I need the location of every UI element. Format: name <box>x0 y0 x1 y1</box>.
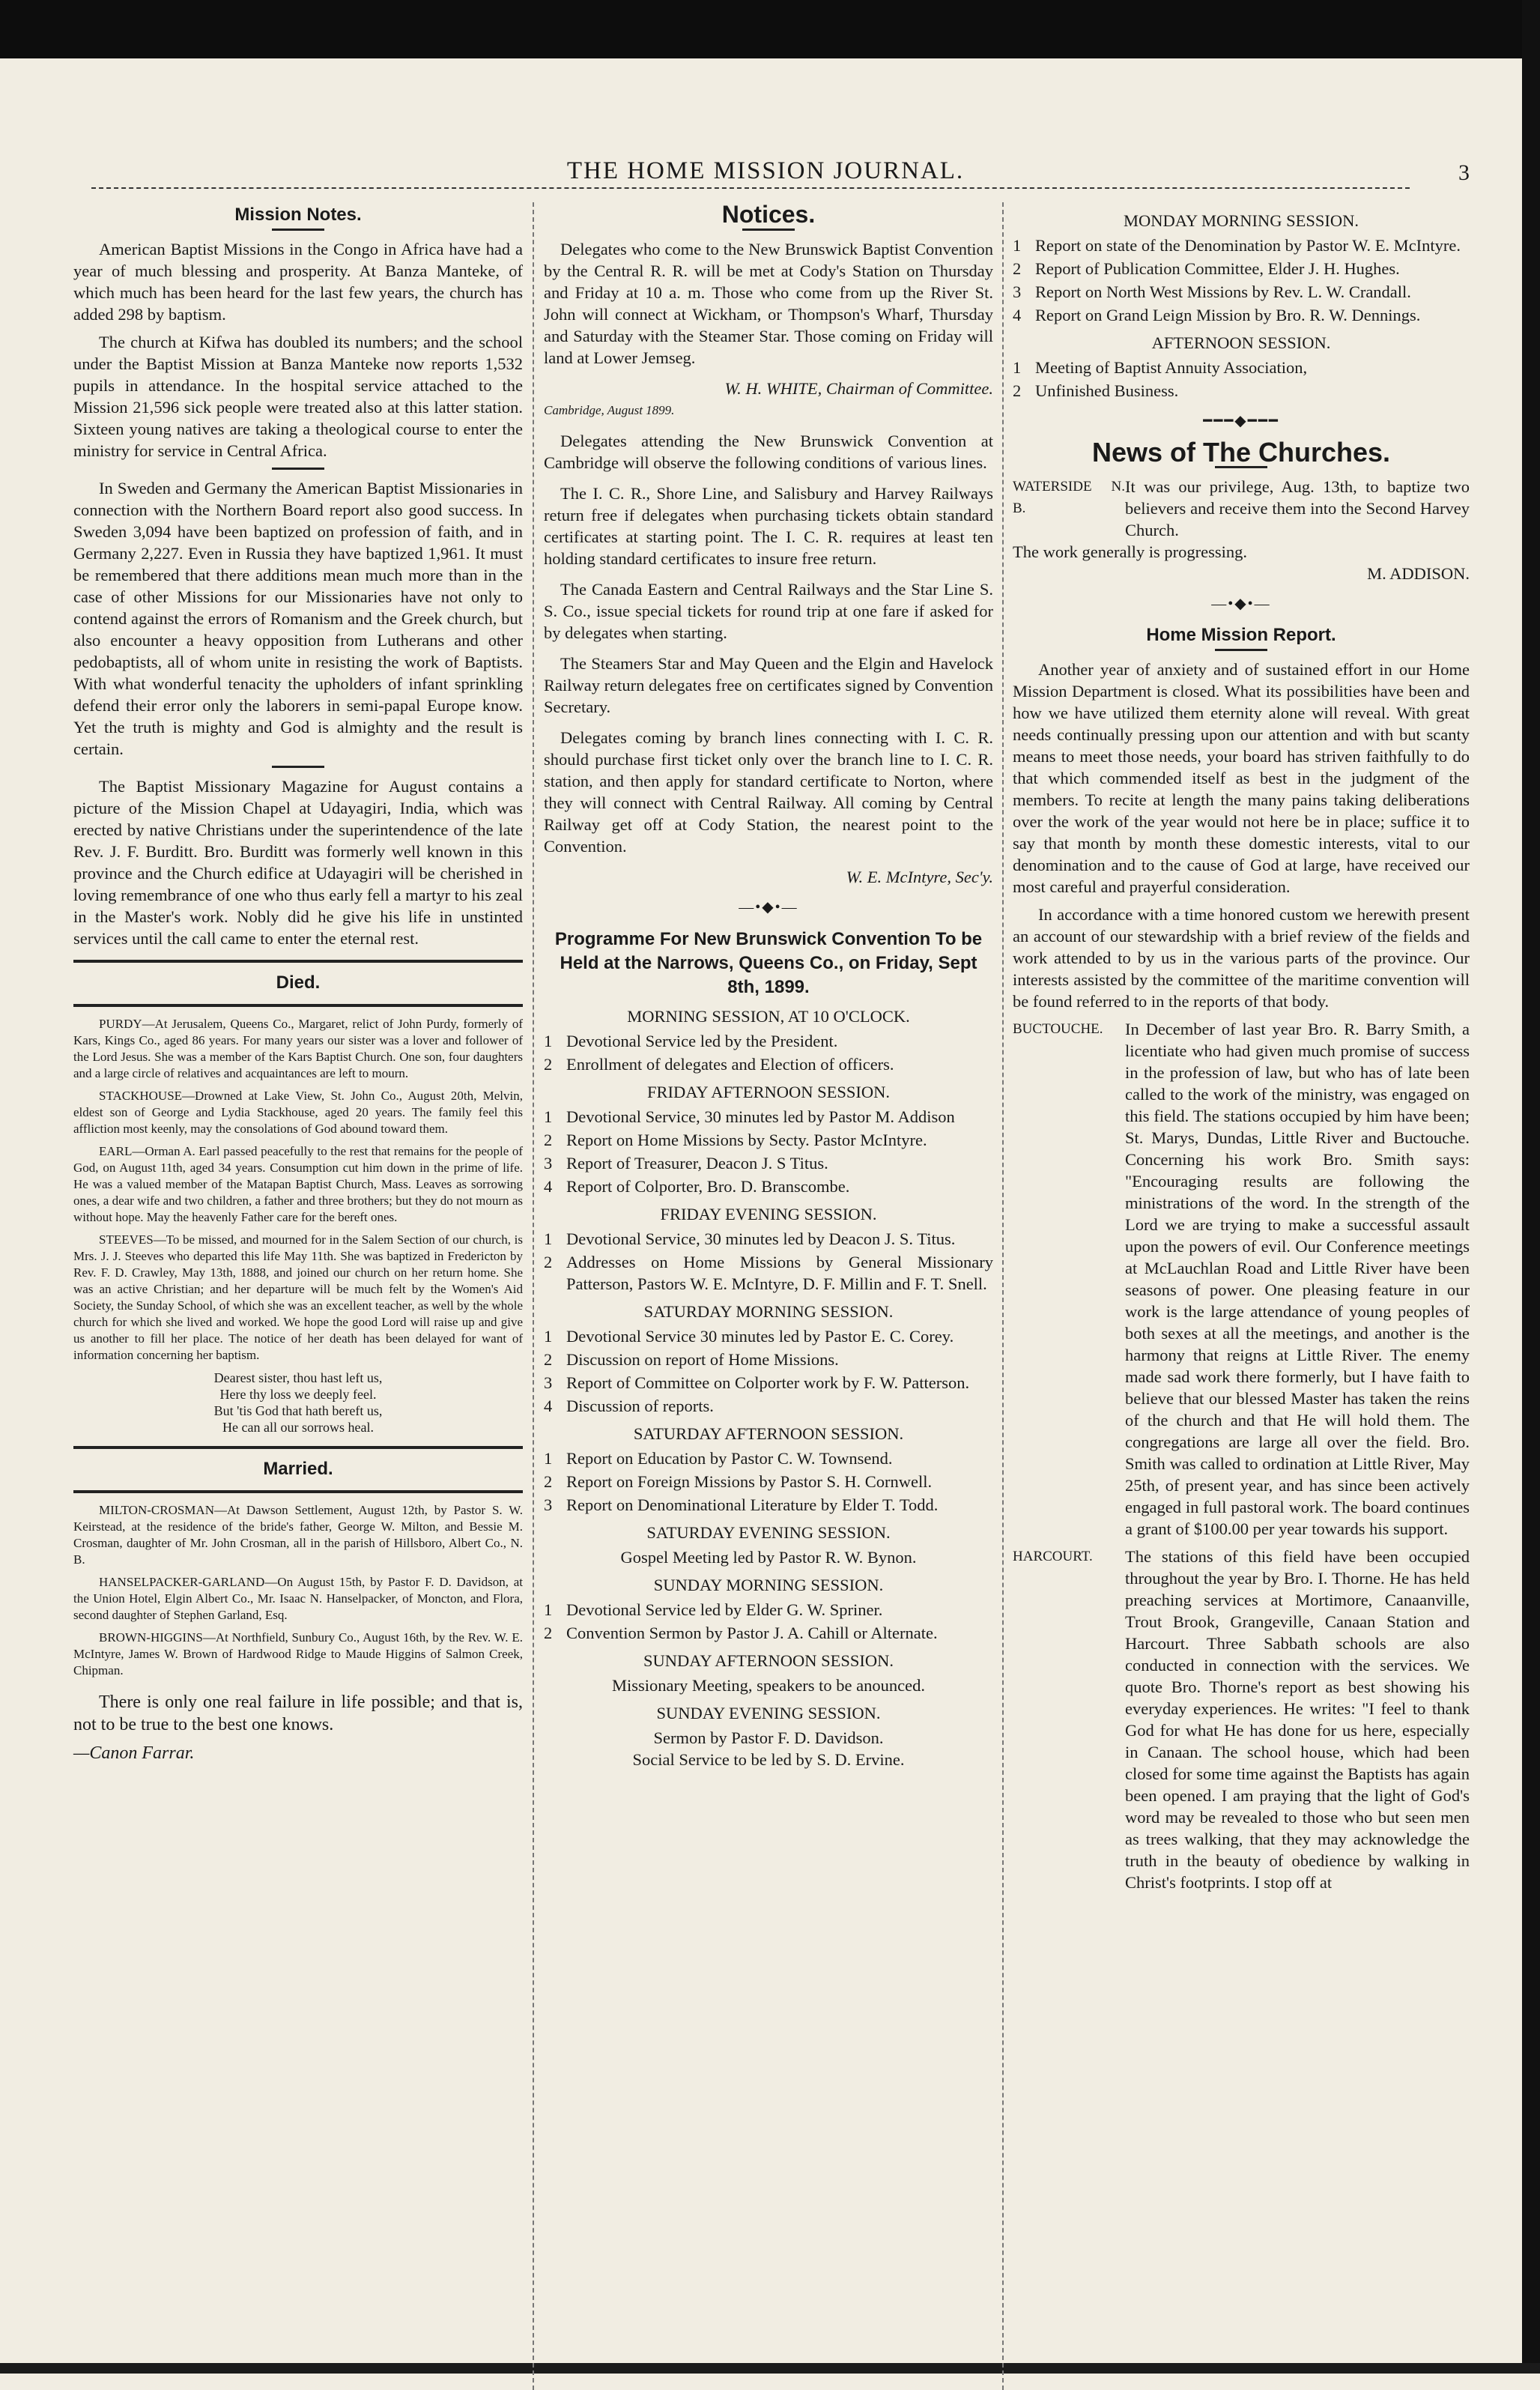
programme-item <box>1013 258 1470 279</box>
notice-paragraph: Delegates attending the New Brunswick Convention at Cambridge will observe the following conditions of various lines. <box>544 432 993 472</box>
item-text: Report of Committee on Colporter work by F. W. Patterson. <box>566 1373 970 1392</box>
session-heading: SATURDAY AFTERNOON SESSION. <box>633 1424 904 1443</box>
session-heading: FRIDAY AFTERNOON SESSION. <box>646 1083 891 1101</box>
report-harcourt <box>1013 1546 1470 1893</box>
quote-text: There is only one real failure in life possible; and that is, not to be true to the best one knows. <box>73 1692 523 1734</box>
session-heading: FRIDAY EVENING SESSION. <box>660 1205 877 1223</box>
session-heading: SATURDAY EVENING SESSION. <box>646 1523 891 1542</box>
programme-item <box>1013 304 1470 326</box>
item-number: 2 <box>1013 381 1022 400</box>
notice-signature: W. H. WHITE, Chairman of Committee. <box>724 379 993 398</box>
programme-item <box>544 1030 993 1052</box>
notice-paragraph: The I. C. R., Shore Line, and Salisbury and Harvey Railways return free if delegates when purchasing tickets obtain standard certificates at starting point. The I. C. R. requires at least ten holding standard certificates to insure free return. <box>544 484 993 568</box>
scan-border-top <box>0 0 1540 58</box>
died-heading: Died. <box>276 972 321 993</box>
programme-item <box>544 1106 993 1128</box>
newspaper-page <box>61 112 1470 2360</box>
item-text: Discussion on report of Home Missions. <box>566 1350 839 1369</box>
notices-heading: Notices. <box>721 201 816 228</box>
item-text: Report on North West Missions by Rev. L. W. Crandall. <box>1035 282 1411 301</box>
programme-title: Programme For New Brunswick Convention To be Held at the Narrows, Queens Co., on Friday, Sept 8th, 1899. <box>554 929 983 997</box>
item-number: 3 <box>544 1373 553 1392</box>
notice-paragraph: The Steamers Star and May Queen and the Elgin and Havelock Railway return delegates free on certificates signed by Convention Secretary. <box>544 654 993 716</box>
place-name: BUCTOUCHE. <box>1013 1021 1103 1037</box>
item-text: Report of Publication Committee, Elder J. H. Hughes. <box>1035 259 1400 278</box>
item-text: Devotional Service, 30 minutes led by Pastor M. Addison <box>566 1107 955 1126</box>
news-waterside <box>1013 476 1470 541</box>
item-text: Enrollment of delegates and Election of officers. <box>566 1055 894 1074</box>
afternoon-items <box>1013 357 1470 402</box>
item-text: Report of Colporter, Bro. D. Branscombe. <box>566 1177 850 1196</box>
programme-item <box>544 1599 993 1621</box>
programme-item <box>1013 235 1470 256</box>
ornament-divider: —•◆•— <box>739 899 798 916</box>
programme-item <box>544 1053 993 1075</box>
notice-dateline: Cambridge, August 1899. <box>544 403 675 417</box>
item-text: Report on Foreign Missions by Pastor S. H. Cornwell. <box>566 1472 933 1491</box>
session-line: Missionary Meeting, speakers to be anounced. <box>611 1676 926 1695</box>
item-number: 1 <box>1013 358 1022 377</box>
item-number: 1 <box>544 1327 553 1346</box>
programme-item <box>544 1372 993 1394</box>
session-heading: SATURDAY MORNING SESSION. <box>643 1302 894 1321</box>
column-right <box>1013 204 1470 1893</box>
item-number: 3 <box>544 1495 553 1514</box>
news-signature: M. ADDISON. <box>1367 564 1470 583</box>
item-text: Report on Denominational Literature by Elder T. Todd. <box>566 1495 939 1514</box>
session-heading: SUNDAY MORNING SESSION. <box>653 1576 884 1594</box>
item-text: Addresses on Home Missions by General Missionary Patterson, Pastors W. E. McIntyre, D. F. Millin and F. T. Snell. <box>566 1253 993 1293</box>
paragraph: The Baptist Missionary Magazine for August contains a picture of the Mission Chapel at Udayagiri, India, which was erected by native Christians under the superintendence of the late Rev. J. F. Burditt. Bro. Burditt was formerly well known in this province and the Church edifice at Udayagiri will be cherished in loving remembrance of one who thus early fell a martyr to his zeal in the Master's work. Nobly did he give his life in unstinted services until the call came to enter the eternal rest. <box>73 777 523 948</box>
item-number: 2 <box>544 1350 553 1369</box>
item-text: Convention Sermon by Pastor J. A. Cahill or Alternate. <box>566 1624 938 1642</box>
item-number: 1 <box>544 1600 553 1619</box>
report-body: In December of last year Bro. R. Barry Smith, a licentiate who had given much promise of success in the profession of law, but who has of late been called to the work of the ministry, was engaged on this field. The stations occupied by him have been; St. Marys, Dundas, Little River and Buctouche. Concerning his work Bro. Smith says: "Encouraging results are following the ministrations of the word. In the strength of the Lord we are trying to make a successful assault upon the powers of evil. Our Conference meetings at McLauchlan Road and Little River have been seasons of power. One pleasing feature in our work is the large attendance of young peoples of both sexes at all the meetings, and another is the harmony that reigns at Little River. The enemy made sad work there formerly, but I have faith to believe that our blessed Master has taken the reins of the church and that He will hold them. The congregations are large all over the field. Bro. Smith was called to ordination at Little River, May 25th, of present year, and has since been actively engaged in full pastoral work. The board continues a grant of $100.00 per year towards his support. <box>1125 1020 1470 1538</box>
item-number: 4 <box>1013 306 1022 324</box>
item-number: 2 <box>544 1624 553 1642</box>
item-text: Devotional Service led by the President. <box>566 1032 838 1050</box>
ornament-divider: —•◆•— <box>1211 596 1271 612</box>
programme-item <box>544 1129 993 1151</box>
item-text: Devotional Service led by Elder G. W. Spriner. <box>566 1600 883 1619</box>
programme-item <box>544 1228 993 1250</box>
obituary-entry: STACKHOUSE—Drowned at Lake View, St. John Co., August 20th, Melvin, eldest son of George and Lydia Stackhouse, aged 20 years. The family feel this affliction most keenly, may the consolations of God abound toward them. <box>73 1089 523 1136</box>
journal-title: THE HOME MISSION JOURNAL. <box>566 157 965 184</box>
paragraph: In Sweden and Germany the American Baptist Missionaries in connection with the Northern Board report also good success. In Sweden 3,094 have been baptized on profession of faith, and in Germany 2,227. Even in Russia they have baptized 1,961. It must be remembered that there additions mean much more than in the case of other Missions for our Missionaries have not only to contend against the errors of Romanism and the Greek church, but also encounter a heavy opposition from Lutherans and other pedobaptists, all of whom unite in resisting the work of Baptists. With what wonderful tenacity the upholders of infant sprinkling defend their error only the laborers in semi-papal Europe know. Yet the truth is mighty and God is almighty and the result is certain. <box>73 479 523 758</box>
item-text: Devotional Service, 30 minutes led by Deacon J. S. Titus. <box>566 1229 956 1248</box>
news-body: It was our privilege, Aug. 13th, to baptize two believers and receive them into the Second Harvey Church. <box>1125 477 1470 539</box>
paragraph: The church at Kifwa has doubled its numbers; and the school under the Baptist Mission at Banza Manteke now reports 1,532 pupils in attendance. In the hospital service attached to the Mission 21,596 sick people were treated also at this latter station. Sixteen young natives are taking a theological course to enter the ministry for service in Central Africa. <box>73 333 523 460</box>
programme-item <box>544 1325 993 1347</box>
news-line: The work generally is progressing. <box>1013 542 1248 561</box>
news-heading: News of The Churches. <box>1091 437 1391 468</box>
column-divider <box>533 202 534 2390</box>
item-number: 2 <box>544 1055 553 1074</box>
mission-notes-heading: Mission Notes. <box>234 205 362 225</box>
afternoon-heading: AFTERNOON SESSION. <box>1151 333 1331 352</box>
header-rule <box>91 187 1410 189</box>
programme-item <box>544 1622 993 1644</box>
paragraph: In accordance with a time honored custom we herewith present an account of our stewardship with a brief review of the fields and work attended to by us in the various parts of the province. Our interests assisted by the committee of the maritime convention will be found referred to in the reports of that body. <box>1013 905 1470 1011</box>
running-head <box>61 157 1470 190</box>
marriage-entry: HANSELPACKER-GARLAND—On August 15th, by Pastor F. D. Davidson, at the Union Hotel, Elgin Albert Co., Mr. Isaac N. Hanselpacker, of Moncton, and Flora, second daughter of Stephen Garland, Esq. <box>73 1575 523 1622</box>
obituary-entry: STEEVES—To be missed, and mourned for in the Salem Section of our church, is Mrs. J. J. Steeves who departed this life May 11th. She was baptized in Fredericton by Rev. F. D. Crawley, May 13th, 1888, and joined our church on her return home. She was an active Christian; and her departure will be much felt by the Women's Aid Society, the Sunday School, of which she was an excellent teacher, as well by the whole church for which she lived and worked. We hope the good Lord will raise up and give us another to fill her place. The notice of her death has been delayed for want of information concerning her baptism. <box>73 1232 523 1362</box>
verse-line: But 'tis God that hath bereft us, <box>213 1403 383 1418</box>
report-body: The stations of this field have been occupied throughout the year by Bro. I. Thorne. He has held preaching services at Mortimore, Canaanville, Trout Brook, Grangeville, Canaan Station and Harcourt. Three Sabbath schools are also conducted in connection with the services. We quote Bro. Thorne's report as best showing his everyday experiences. He writes: "I feel to thank God for what He has done for us here, especially in Canaan. The school house, which had been closed for some time against the Baptists has again been opened. I am praying that the light of God's word may be revealed to those who but seen men as trees walking, that they may acknowledge the truth in the beauty of obedience by walking in Christ's footprints. I stop off at <box>1125 1547 1470 1892</box>
section-rule <box>73 1004 523 1007</box>
item-text: Report on state of the Denomination by Pastor W. E. McIntyre. <box>1035 236 1461 255</box>
divider <box>272 468 324 470</box>
place-name: HARCOURT. <box>1013 1549 1093 1564</box>
divider <box>1215 649 1267 651</box>
item-number: 1 <box>1013 236 1022 255</box>
place-name: WATERSIDE N. B. <box>1013 479 1125 516</box>
verse-line: Dearest sister, thou hast left us, <box>213 1370 383 1385</box>
item-number: 2 <box>1013 259 1022 278</box>
programme-item <box>544 1471 993 1492</box>
session-line: Gospel Meeting led by Pastor R. W. Bynon. <box>620 1548 917 1567</box>
programme-item <box>544 1395 993 1417</box>
paragraph: Another year of anxiety and of sustained effort in our Home Mission Department is closed. What its possibilities have been and how we have utilized them eternity alone will reveal. With great needs continually pressing upon our attention and with but scanty means to meet those needs, your board has striven faithfully to do that which commended itself as best in the judgment of the members. To recite at length the many pains taking deliberations over the work of the year would not here be in place; suffice it to say that month by month these domestic interests, vital to our denomination and to the cause of God at large, have received our most careful and prayerful consideration. <box>1013 660 1470 896</box>
programme-item <box>1013 357 1470 378</box>
section-rule <box>73 1490 523 1493</box>
verse-line: He can all our sorrows heal. <box>222 1420 374 1435</box>
item-number: 1 <box>544 1107 553 1126</box>
scan-border-right <box>1522 0 1540 2374</box>
divider <box>272 229 324 231</box>
secretary-signature: W. E. McIntyre, Sec'y. <box>846 868 993 886</box>
notice-paragraph: Delegates coming by branch lines connecting with I. C. R. should purchase first ticket only over the branch line to I. C. R. station, and then apply for standard certificate to Norton, where they will connect with Central Railway. All coming by Central Railway get off at Cody Station, the nearest point to the Convention. <box>544 728 993 856</box>
item-number: 3 <box>544 1154 553 1173</box>
divider <box>272 766 324 768</box>
item-number: 1 <box>544 1032 553 1050</box>
closing-quote <box>73 1691 523 1764</box>
session-heading: MORNING SESSION, AT 10 O'CLOCK. <box>627 1007 910 1026</box>
item-text: Devotional Service 30 minutes led by Pastor E. C. Corey. <box>566 1327 954 1346</box>
programme-item <box>544 1251 993 1295</box>
programme-item <box>1013 380 1470 402</box>
scan-border-bottom <box>0 2363 1540 2374</box>
item-text: Report on Home Missions by Secty. Pastor McIntyre. <box>566 1131 927 1149</box>
programme-item <box>544 1176 993 1197</box>
quote-author: —Canon Farrar. <box>73 1743 195 1763</box>
item-text: Report on Grand Leign Mission by Bro. R. W. Dennings. <box>1035 306 1421 324</box>
item-number: 2 <box>544 1131 553 1149</box>
programme-item <box>544 1152 993 1174</box>
item-text: Meeting of Baptist Annuity Association, <box>1035 358 1308 377</box>
item-text: Unfinished Business. <box>1035 381 1179 400</box>
marriage-entry: BROWN-HIGGINS—At Northfield, Sunbury Co., August 16th, by the Rev. W. E. McIntyre, James W. Brown of Hardwood Ridge to Maude Higgins of Salmon Creek, Chipman. <box>73 1630 523 1677</box>
section-rule <box>73 960 523 963</box>
monday-morning-items <box>1013 235 1470 326</box>
session-heading: SUNDAY AFTERNOON SESSION. <box>643 1651 894 1670</box>
ornament-divider: ━━━◆━━━ <box>1203 413 1279 429</box>
session-line: Social Service to be led by S. D. Ervine. <box>632 1750 905 1769</box>
paragraph: American Baptist Missions in the Congo in Africa have had a year of much blessing and prosperity. At Banza Manteke, of which much has been heard for the last few years, the church has added 298 by baptism. <box>73 240 523 324</box>
item-number: 4 <box>544 1397 553 1415</box>
notice-paragraph: Delegates who come to the New Brunswick Baptist Convention by the Central R. R. will be met at Cody's Station on Thursday and Friday at 10 a. m. Those who come from up the River St. John will connect at Wickham, or Thompson's Wharf, Thursday and Saturday with the Steamer Star. Those coming on Friday will land at Lower Jemseg. <box>544 240 993 367</box>
obituary-entry: EARL—Orman A. Earl passed peacefully to the rest that remains for the people of God, on August 11th, aged 34 years. Consumption cut him down in the prime of life. He was a valued member of the Matapan Baptist Church, Mass. Leaves as sorrowing ones, a dear wife and two children, a father and three brothers; but they do not mourn as without hope. May the heavenly Father care for the bereft ones. <box>73 1144 523 1224</box>
programme-item <box>544 1494 993 1516</box>
item-number: 1 <box>544 1449 553 1468</box>
married-heading: Married. <box>263 1459 333 1479</box>
programme-item <box>544 1447 993 1469</box>
programme-item <box>544 1349 993 1370</box>
column-left <box>73 204 523 1764</box>
column-divider <box>1002 202 1004 2390</box>
divider <box>742 229 795 231</box>
report-heading: Home Mission Report. <box>1146 625 1336 645</box>
item-text: Discussion of reports. <box>566 1397 714 1415</box>
programme-sessions <box>544 1005 993 1770</box>
section-rule <box>73 1446 523 1449</box>
marriage-entry: MILTON-CROSMAN—At Dawson Settlement, August 12th, by Pastor S. W. Keirstead, at the residence of the bride's father, George W. Milton, and Bessie M. Crosman, daughter of Mr. John Crosman, all in the parish of Hillsboro, Albert Co., N. B. <box>73 1503 523 1567</box>
item-number: 2 <box>544 1253 553 1271</box>
item-number: 2 <box>544 1472 553 1491</box>
item-text: Report on Education by Pastor C. W. Townsend. <box>566 1449 893 1468</box>
page-number: 3 <box>1458 160 1470 185</box>
programme-item <box>1013 281 1470 303</box>
report-buctouche <box>1013 1018 1470 1540</box>
item-number: 3 <box>1013 282 1022 301</box>
item-number: 4 <box>544 1177 553 1196</box>
item-number: 1 <box>544 1229 553 1248</box>
column-middle <box>544 201 993 1770</box>
obituary-entry: PURDY—At Jerusalem, Queens Co., Margaret, relict of John Purdy, formerly of Kars, Kings Co., aged 86 years. For many years our sister was a lover and follower of the Lord Jesus. She was a member of the Kars Baptist Church. One son, four daughters and a large circle of relatives and acquaintances are left to mourn. <box>73 1017 523 1080</box>
memorial-verse <box>73 1370 523 1435</box>
notice-paragraph: The Canada Eastern and Central Railways and the Star Line S. S. Co., issue special tickets for round trip at one fare if asked for by delegates when starting. <box>544 580 993 642</box>
item-text: Report of Treasurer, Deacon J. S Titus. <box>566 1154 828 1173</box>
session-heading: SUNDAY EVENING SESSION. <box>656 1704 881 1722</box>
monday-morning-heading: MONDAY MORNING SESSION. <box>1123 211 1359 230</box>
verse-line: Here thy loss we deeply feel. <box>219 1387 377 1402</box>
session-line: Sermon by Pastor F. D. Davidson. <box>653 1728 884 1747</box>
